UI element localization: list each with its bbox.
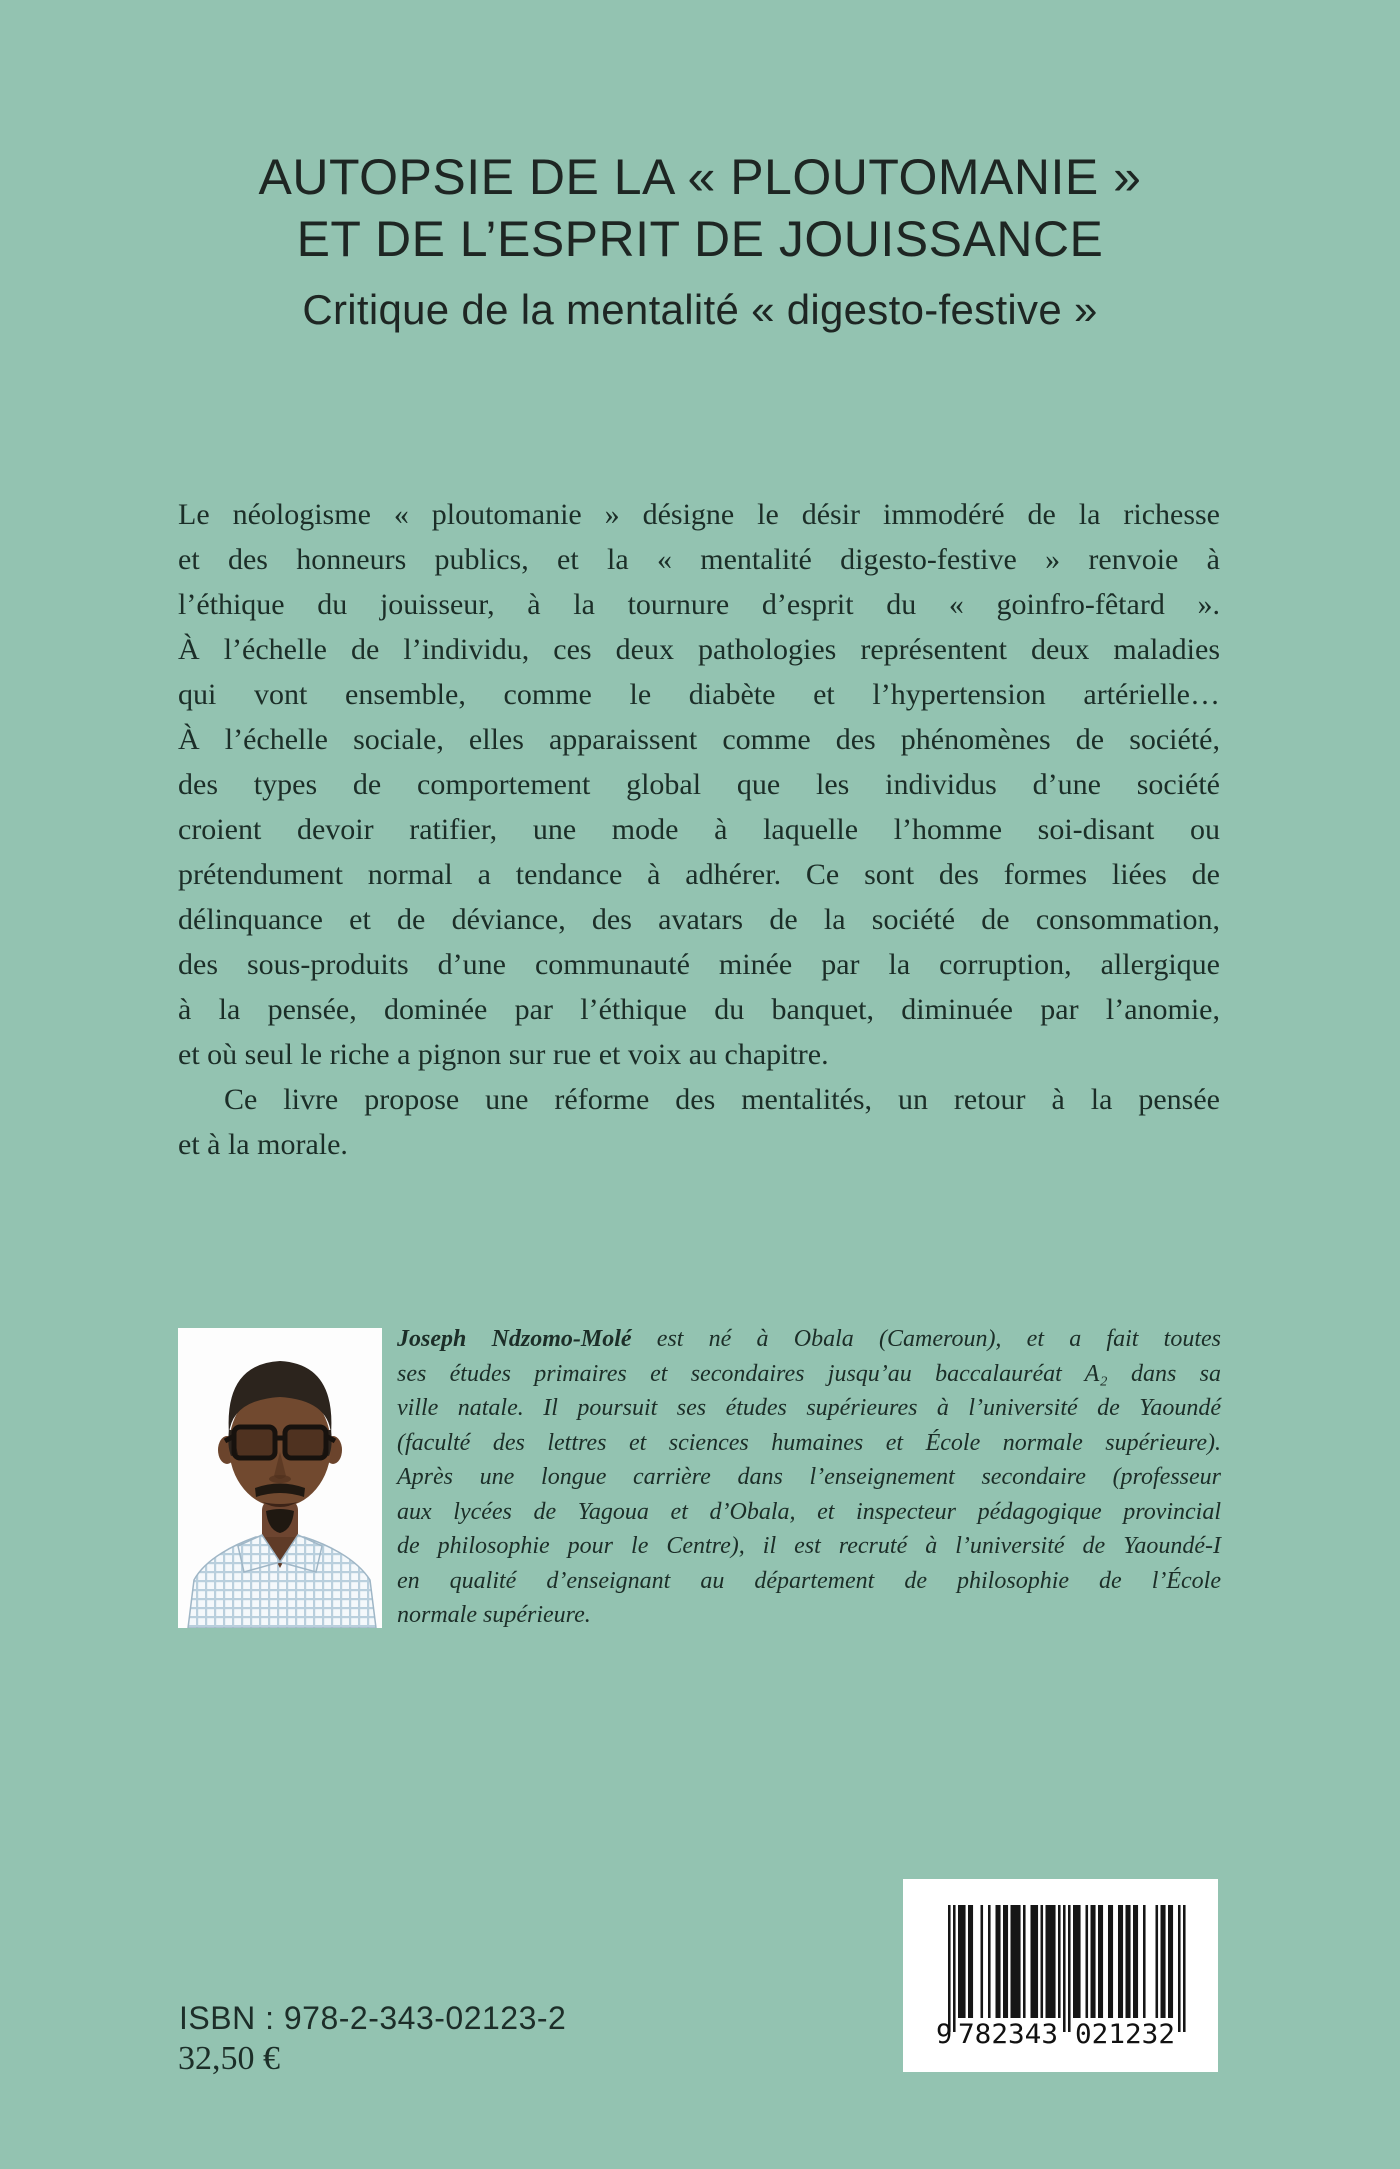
header <box>0 146 1400 334</box>
blurb-line: croient devoir ratifier, une mode à laquelle l’homme soi-disant ou <box>178 813 1220 846</box>
blurb-line: l’éthique du jouisseur, à la tournure d’esprit du « goinfro-fêtard ». <box>178 588 1220 621</box>
bio-line: ses études primaires et secondaires jusqu’au baccalauréat A₂ dans sa <box>397 1360 1221 1387</box>
barcode-digits-group2: 021232 <box>1075 2019 1175 2050</box>
blurb-line: prétendument normal a tendance à adhérer. Ce sont des formes liées de <box>178 858 1220 891</box>
author-photo <box>178 1328 382 1628</box>
bio-line: aux lycées de Yagoua et d’Obala, et inspecteur pédagogique provincial <box>397 1498 1221 1525</box>
barcode-bars <box>948 1905 1186 2032</box>
isbn-text: ISBN : 978-2-343-02123-2 <box>179 2000 567 2036</box>
book-title-line-2: ET DE L’ESPRIT DE JOUISSANCE <box>296 211 1104 267</box>
bio-line <box>397 1322 1221 1357</box>
bio-line-text: est né à Obala (Cameroun), et a fait toutes <box>631 1326 1221 1352</box>
blurb-line: et où seul le riche a pignon sur rue et voix au chapitre. <box>178 1038 829 1071</box>
blurb-line: À l’échelle de l’individu, ces deux pathologies représentent deux maladies <box>178 633 1220 666</box>
book-title-line-1: AUTOPSIE DE LA « PLOUTOMANIE » <box>258 149 1142 205</box>
bio-line: de philosophie pour le Centre), il est recruté à l’université de Yaoundé-I <box>397 1533 1221 1559</box>
author-bio <box>397 1322 1221 1633</box>
blurb-line: délinquance et de déviance, des avatars de la société de consommation, <box>178 903 1220 936</box>
author-portrait-illustration <box>178 1328 382 1628</box>
blurb-line: À l’échelle sociale, elles apparaissent comme des phénomènes de société, <box>178 723 1220 756</box>
blurb-line: des sous-produits d’une communauté minée par la corruption, allergique <box>178 948 1220 981</box>
bio-line: ville natale. Il poursuit ses études supérieures à l’université de Yaoundé <box>397 1395 1221 1421</box>
price-text: 32,50 € <box>178 2040 280 2077</box>
bio-line: en qualité d’enseignant au département de philosophie de l’École <box>397 1567 1221 1594</box>
book-subtitle: Critique de la mentalité « digesto-festive » <box>302 286 1098 333</box>
barcode-digits-group1: 782343 <box>958 2019 1058 2050</box>
blurb-line: Ce livre propose une réforme des mentalités, un retour à la pensée <box>224 1083 1220 1116</box>
blurb-line: des types de comportement global que les individus d’une société <box>178 768 1220 801</box>
blurb <box>178 492 1220 1167</box>
barcode-image <box>936 1903 1192 2055</box>
bio-line: Après une longue carrière dans l’enseignement secondaire (professeur <box>397 1464 1221 1490</box>
blurb-line: à la pensée, dominée par l’éthique du banquet, diminuée par l’anomie, <box>178 993 1220 1026</box>
blurb-line: Le néologisme « ploutomanie » désigne le désir immodéré de la richesse <box>178 498 1220 531</box>
barcode-panel <box>903 1879 1218 2072</box>
bio-line: (faculté des lettres et sciences humaines et École normale supérieure). <box>397 1429 1221 1456</box>
author-name: Joseph Ndzomo-Molé <box>397 1326 632 1352</box>
bio-line: normale supérieure. <box>397 1602 591 1628</box>
blurb-line: et des honneurs publics, et la « mentalité digesto-festive » renvoie à <box>178 543 1220 576</box>
blurb-line: et à la morale. <box>178 1128 348 1161</box>
blurb-line: qui vont ensemble, comme le diabète et l’hypertension artérielle… <box>178 678 1220 711</box>
barcode-digit-first: 9 <box>936 2019 953 2050</box>
